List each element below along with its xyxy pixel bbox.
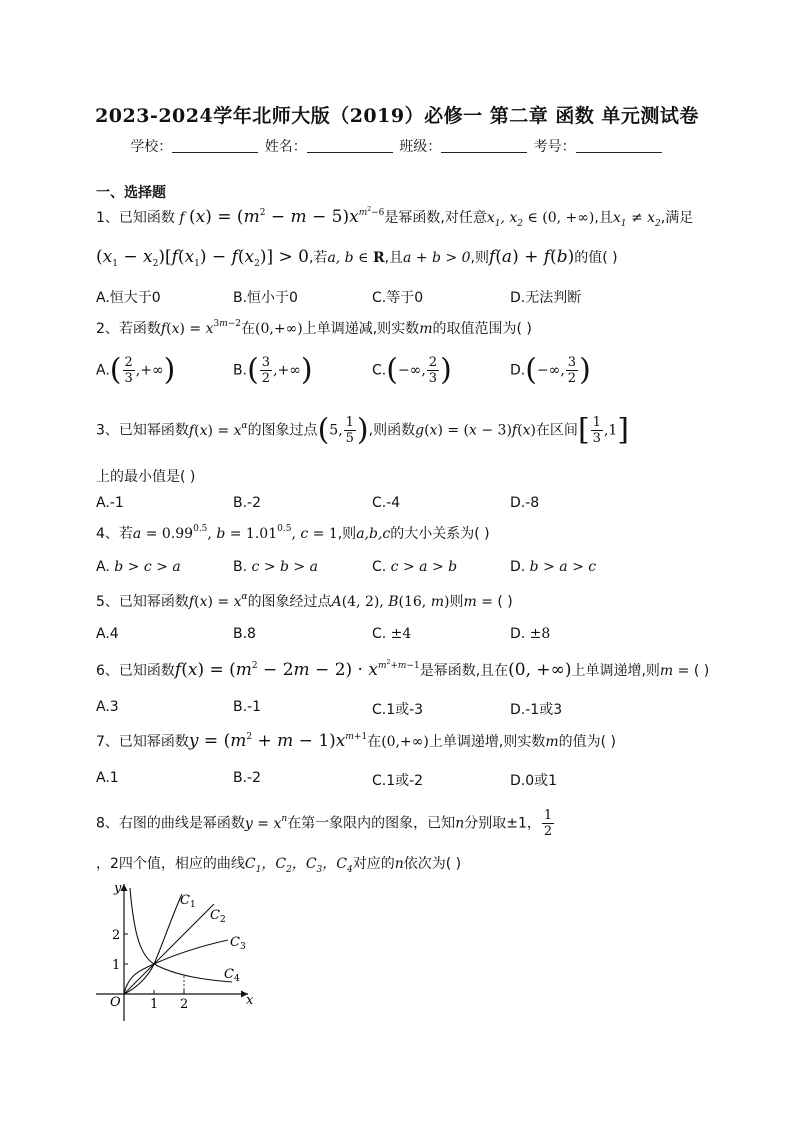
tick-y-1-label: 1 [112,958,121,973]
q5-option-d-label: D. [510,626,526,642]
y-axis-label: y [114,881,122,896]
q1-option-d[interactable]: D.无法判断 [510,290,582,306]
question-4-line [96,523,490,543]
q7-option-c[interactable]: C.1或-2 [372,773,424,789]
q8-text-5: 对应的 [352,856,395,872]
q3-option-a[interactable]: A.-1 [96,495,124,511]
q5-option-d[interactable]: D. ±8 [510,626,551,642]
question-5-number: 5、 [96,594,119,610]
q7-text-4: 的值为( ) [558,734,616,750]
q1-text-7: ,则 [470,250,489,266]
tick-x-2-label: 2 [180,997,189,1012]
curve-c2 [124,904,214,994]
origin-label: O [110,995,121,1010]
name-blank[interactable] [307,138,393,153]
question-4-number: 4、 [96,526,119,542]
q4-option-d[interactable]: D. b > a > c [510,559,597,575]
q1-math-inequality: $(x_1 - x_2)[f(x_1) - f(x_2)] > 0$ [96,247,309,269]
q6-math-m: m = [659,663,694,679]
q6-text-4: ( ) [693,663,710,679]
q6-text-3: 上单调递增,则 [571,663,660,679]
q8-text-1: 右图的曲线是幂函数 [118,815,245,832]
question-8-line-1 [96,808,555,839]
q1-math-sum: a + b > 0 [403,250,471,266]
q3-math-fifth: $\frac{1}{5}$ [345,415,354,446]
q8-math-n2: n [394,856,404,872]
question-3-line-1: 3、已知幂函数$f(x) = x^\alpha$的图象过点(5, $\frac{1}{5}$ ),则函数g(x) = (x − 3)f(x)在区间[ $\frac{1}{3}$ ,1] [96,412,630,448]
question-3-line-2: 上的最小值是( ) [96,469,196,485]
question-1-number: 1、 [96,210,119,226]
q4-option-c[interactable]: C. c > a > b [372,559,458,575]
q4-option-a-label: A. [96,559,110,575]
q4-option-a[interactable]: A. b > c > a [96,559,181,575]
school-label: 学校： [130,139,173,155]
id-blank[interactable] [576,138,662,153]
q4-option-d-label: D. [510,559,526,575]
school-blank[interactable] [172,138,258,153]
tick-x-1-label: 1 [150,997,159,1012]
q3-option-b[interactable]: B.-2 [233,495,262,511]
q3-math-gx: g(x) = (x − 3)f(x) [415,422,536,439]
q7-math-y: $y = (m^2 + m - 1)x^{m+1}$ [188,731,368,751]
name-label: 姓名： [264,139,307,155]
question-8-line-2 [96,853,461,873]
class-blank[interactable] [441,138,527,153]
q2-option-a-label: A. [96,362,110,379]
q6-option-a[interactable]: A.3 [96,699,119,715]
question-6-line [96,660,709,680]
power-function-figure [96,876,266,1026]
tick-y-2-label: 2 [112,928,121,943]
q2-math-fx: $f(x) = x^{3m-2}$ [160,319,242,337]
q1-option-b[interactable]: B.恒小于0 [233,290,298,306]
q1-option-a[interactable]: A.恒大于0 [96,290,161,306]
page-title: 2023-2024学年北师大版（2019）必修一 第二章 函数 单元测试卷 [95,105,699,127]
q5-option-c[interactable]: C. ±4 [372,626,412,642]
question-7-number: 7、 [96,734,119,750]
q8-math-n: n [455,815,465,832]
q1-math-fx-def: $(x) = (m^2 - m - 5)x^{m^2-6}$ [189,206,385,227]
c2-label: $C_2$ [210,908,226,925]
q4-option-b-label: B. [233,559,248,575]
q1-text-4: ,满足 [660,210,694,226]
q2-text-4: 的取值范围为( ) [432,321,532,337]
q1-math-neq: $x_1 \ne x_2$ [612,210,661,229]
q6-math-interval: (0, +∞) [508,660,572,680]
id-label: 考号： [533,139,576,155]
x-axis-label: x [246,993,254,1008]
question-6-number: 6、 [96,663,119,679]
q5-option-b[interactable]: B.8 [233,626,256,642]
q1-math-in-interval: ∈ (0, +∞) [523,210,595,226]
q2-text-1: 若函数 [118,321,161,337]
q1-text-6: ,且 [384,250,404,266]
q6-math-fx: $f(x) = (m^2 - 2m - 2) \cdot x^{m^2+m-1}$ [174,659,420,680]
q7-text-3: 上单调递增,则实数 [428,734,546,750]
q3-text-4: 在区间 [535,422,578,439]
question-2-line [96,318,532,338]
q1-math-x1x2: $x_1$, $x_2$ [486,210,523,229]
q3-text-2: 的图象过点 [247,422,318,439]
q5-math-points: A(4, 2), B(16, m) [331,594,450,610]
q1-text-2: 是幂函数,对任意 [384,210,487,226]
q1-math-fa-fb: f(a) + f(b) [488,247,575,267]
question-8-number: 8、 [96,815,119,832]
section-title: 一、选择题 [96,185,166,201]
question-7-line [96,731,616,751]
q1-math-ab: a, b ∈ R [327,250,385,266]
q4-option-c-label: C. [372,559,387,575]
q4-text-2: ,则 [337,526,357,542]
q6-option-c[interactable]: C.1或-3 [372,702,424,718]
c3-label: $C_3$ [230,935,246,952]
q2-option-b[interactable]: B.( $\frac{3}{2}$ ,+∞) [233,352,313,388]
q5-text-3: 则 [449,594,464,610]
question-3-number: 3、 [96,422,119,439]
q6-text-1: 已知函数 [118,663,175,679]
q5-text-2: 的图象经过点 [247,594,332,610]
q3-option-d[interactable]: D.-8 [510,495,540,511]
q3-math-third: $\frac{1}{3}$ [592,415,601,446]
q5-option-c-label: C. [372,626,387,642]
q2-option-a[interactable]: A.( $\frac{2}{3}$ ,+∞) [96,352,176,388]
q7-option-b[interactable]: B.-2 [233,770,262,786]
q7-option-d[interactable]: D.0或1 [510,773,558,789]
q1-math-fx: f [174,210,190,226]
q8-text-4: ，2四个值，相应的曲线 [96,856,245,872]
question-1-line-1 [96,207,693,227]
q2-option-b-label: B. [233,362,248,379]
question-2-number: 2、 [96,321,119,337]
q6-option-d[interactable]: D.-1或3 [510,702,563,718]
q6-text-2: 是幂函数,且在 [419,663,509,679]
q5-text-1: 已知幂函数 [118,594,189,610]
q5-math-fx: $f(x) = x^\alpha$ [188,592,248,610]
q2-math-interval: (0,+∞) [255,321,303,337]
q3-option-c[interactable]: C.-4 [372,495,401,511]
q1-text-1: 已知函数 [118,210,175,226]
q3-math-fx: $f(x) = x^\alpha$ [188,420,248,439]
q7-option-a[interactable]: A.1 [96,770,119,786]
q7-text-2: 在 [367,734,382,750]
q4-text-3: 的大小关系为( ) [390,526,490,542]
q8-math-half: $\frac{1}{2}$ [543,808,553,839]
q4-option-b[interactable]: B. c > b > a [233,559,318,575]
q3-text-1: 已知幂函数 [118,422,189,439]
q4-text-1: 若 [118,526,133,542]
q7-math-interval: (0,+∞) [381,734,429,750]
q1-text-8: 的值( ) [574,250,618,266]
q8-text-2: 在第一象限内的图象，已知 [287,815,456,832]
q1-option-c[interactable]: C.等于0 [372,290,424,306]
c1-label: $C_1$ [180,893,196,910]
q1-text-5: ,若 [308,250,328,266]
q2-option-d-label: D. [510,362,526,379]
q2-text-2: 在 [241,321,256,337]
curve-c3 [124,940,228,994]
q6-option-b[interactable]: B.-1 [233,699,262,715]
q8-math-curves: $C_1$，$C_2$，$C_3$，$C_4$ [244,856,353,875]
q2-text-3: 上单调递减,则实数 [302,321,420,337]
q2-math-m: m [419,321,433,337]
q8-math-y: $y = x^n$ [244,813,288,832]
question-1-line-2 [96,247,618,267]
class-label: 班级： [399,139,442,155]
q7-text-1: 已知幂函数 [118,734,189,750]
q2-option-d[interactable]: D.(−∞, $\frac{3}{2}$ ) [510,352,591,388]
q1-text-3: ,且 [594,210,613,226]
c4-label: $C_4$ [224,967,240,984]
student-info-line [0,136,794,156]
q2-option-c-label: C. [372,362,387,379]
q4-math-abc: a,b,c [356,526,391,542]
q3-text-3: ,则函数 [368,422,416,439]
q8-text-3: 分别取±1， [464,815,541,832]
q2-option-c[interactable]: C.(−∞, $\frac{2}{3}$ ) [372,352,452,388]
q7-math-m: m [545,734,559,750]
q8-text-6: 依次为( ) [403,856,462,872]
q5-math-m: m = [463,594,498,610]
q5-text-4: ( ) [497,594,513,610]
q5-option-a[interactable]: A.4 [96,626,119,642]
q4-math-values: $a = 0.99^{0.5}$, $b = 1.01^{0.5}$, c = 1 [132,524,338,542]
question-5-line [96,591,513,611]
